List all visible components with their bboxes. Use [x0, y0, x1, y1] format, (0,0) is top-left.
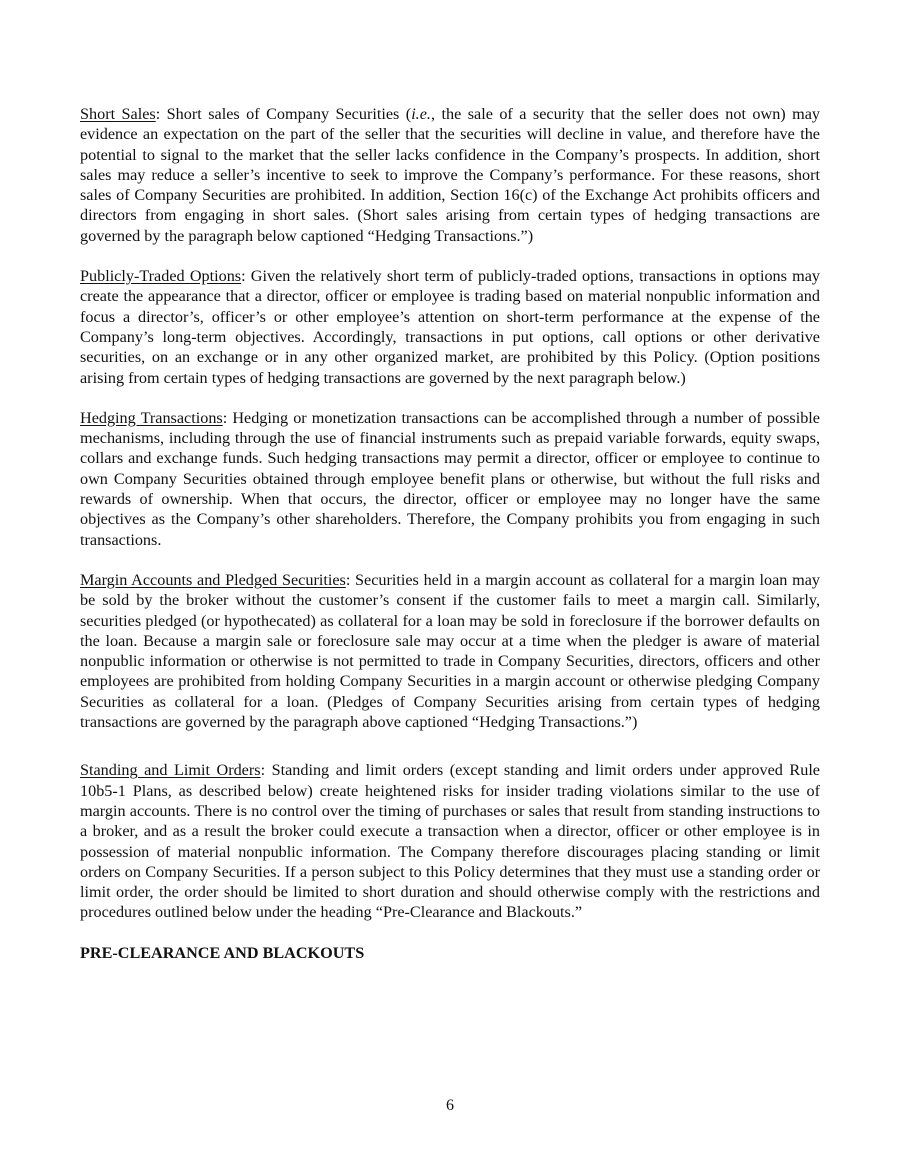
- paragraph-margin-accounts: [80, 570, 820, 732]
- paragraph-short-sales: [80, 104, 820, 246]
- caption-publicly-traded-options: Publicly-Traded Options: [80, 267, 242, 286]
- caption-margin-accounts: Margin Accounts and Pledged Securities: [80, 570, 346, 589]
- short-sales-ie: i.e.: [411, 105, 431, 123]
- short-sales-text-part2: , the sale of a security that the seller does not own) may evidence an expectation on the part of the seller that the securities will decline in value, and therefore have the potential to signal to the market that the seller lacks confidence in the Company’s prospects. In addition, short sales may reduce a seller’s incentive to seek to improve the Company’s performance. For these reasons, short sales of Company Securities are prohibited. In addition, Section 16(c) of the Exchange Act prohibits officers and directors from engaging in short sales. (Short sales arising from certain types of hedging transactions are governed by the paragraph below captioned “Hedging Transactions.”): [80, 105, 821, 245]
- caption-hedging-transactions: Hedging Transactions: [80, 408, 223, 427]
- page-number: 6: [446, 1097, 454, 1114]
- paragraph-hedging-transactions: [80, 408, 820, 550]
- hedging-transactions-text: : Hedging or monetization transactions can be accomplished through a number of possible mechanisms, including through the use of financial instruments such as prepaid variable forwards, equity swaps, collars and exchange funds. Such hedging transactions may permit a director, officer or employee to continue to own Company Securities obtained through employee benefit plans or otherwise, but without the full risks and rewards of ownership. When that occurs, the director, officer or employee may no longer have the same objectives as the Company’s other shareholders. Therefore, the Company prohibits you from engaging in such transactions.: [80, 408, 820, 549]
- paragraph-publicly-traded-options: [80, 266, 820, 388]
- section-heading-pre-clearance: PRE-CLEARANCE AND BLACKOUTS: [80, 943, 365, 962]
- caption-short-sales: Short Sales: [80, 105, 156, 123]
- document-page: [80, 104, 820, 963]
- publicly-traded-options-text: : Given the relatively short term of publicly-traded options, transactions in options may create the appearance that a director, officer or employee is trading based on material nonpublic information and focus a director’s, officer’s or other employee’s attention on short-term performance at the expense of the Company’s long-term objectives. Accordingly, transactions in put options, call options or other derivative securities, on an exchange or in any other organized market, are prohibited by this Policy. (Option positions arising from certain types of hedging transactions are governed by the next paragraph below.): [80, 267, 821, 387]
- caption-standing-limit-orders: Standing and Limit Orders: [80, 761, 261, 780]
- paragraph-standing-limit-orders: [80, 760, 820, 922]
- margin-accounts-text: : Securities held in a margin account as collateral for a margin loan may be sold by the broker without the customer’s consent if the customer fails to meet a margin call. Similarly, securities pledged (or hypothecated) as collateral for a loan may be sold in foreclosure if the borrower defaults on the loan. Because a margin sale or foreclosure sale may occur at a time when the pledger is aware of material nonpublic information or otherwise is not permitted to trade in Company Securities, directors, officers and other employees are prohibited from holding Company Securities in a margin account or otherwise pledging Company Securities as collateral for a loan. (Pledges of Company Securities arising from certain types of hedging transactions are governed by the paragraph above captioned “Hedging Transactions.”): [80, 570, 820, 732]
- standing-limit-orders-text: : Standing and limit orders (except standing and limit orders under approved Rule 10b5-1 Plans, as described below) create heightened risks for insider trading violations similar to the use of margin accounts. There is no control over the timing of purchases or sales that result from standing instructions to a broker, and as a result the broker could execute a transaction when a director, officer or other employee is in possession of material nonpublic information. The Company therefore discourages placing standing or limit orders on Company Securities. If a person subject to this Policy determines that they must use a standing order or limit order, the order should be limited to short duration and should otherwise comply with the restrictions and procedures outlined below under the heading “Pre-Clearance and Blackouts.”: [80, 761, 820, 922]
- short-sales-text-part1: : Short sales of Company Securities (: [155, 105, 412, 123]
